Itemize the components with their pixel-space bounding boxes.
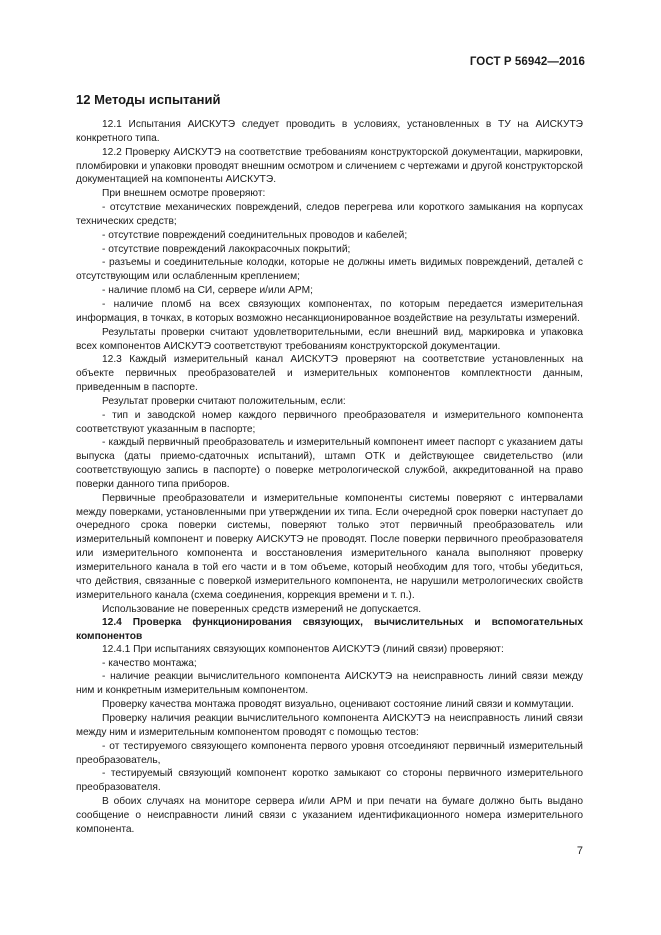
paragraph: Проверку наличия реакции вычислительного компонента АИСКУТЭ на неисправность линий связи между ним и измерительным компонентом проводят с помощью тестов: [76, 713, 583, 738]
section-title: 12 Методы испытаний [76, 92, 221, 107]
paragraph: Первичные преобразователи и измерительные компоненты системы поверяют с интервалами между поверками, установленными при утверждении их типа. Если очередной срок поверки наступает до очередного срока поверки системы, поверяют только этот первичный преобразователь или измерительный компонент и поверку АИСКУТЭ не проводят. После поверки первичного преобразователя или измерительного компонента и восстановления измерительного канала выполняют проверку измерительного канала в той его части и в том объеме, который необходим для того, чтобы убедиться, что действия, связанные с поверкой измерительного компонента, не нарушили метрологических свойств измерительного канала (схема соединения, коррекция времени и т. п.). [76, 492, 583, 601]
list-item: - качество монтажа; [102, 657, 197, 669]
paragraph: Результат проверки считают положительным, если: [102, 395, 346, 407]
list-item: - разъемы и соединительные колодки, которые не должны иметь видимых повреждений, деталей с отсутствующим или ослабленным креплением; [76, 257, 583, 283]
subsection-title: 12.4 Проверка функционирования связующих, вычислительных и вспомогательных компонентов [76, 617, 583, 642]
list-item: - наличие реакции вычислительного компонента АИСКУТЭ на неисправность линий связи между ним и конкретным измерительным компонентом. [76, 671, 583, 697]
page-number: 7 [576, 845, 583, 857]
paragraph: Использование не поверенных средств измерений не допускается. [102, 603, 422, 615]
list-item: - каждый первичный преобразователь и измерительный компонент имеет паспорт с указанием даты выпуска (даты приемо-сдаточных испытаний), штамп ОТК и действующее свидетельство (или соответствующую запись в паспорте) о поверке метрологической службой, аккредитованной на право поверки данного типа приборов. [76, 437, 583, 490]
list-item: - наличие пломб на всех связующих компонентах, по которым передается измерительная информация, в точках, в которых возможно несанкционированное воздействие на результаты измерений. [76, 298, 583, 324]
list-item: - отсутствие механических повреждений, следов перегрева или короткого замыкания на корпусах технических средств; [76, 202, 583, 227]
standard-header: ГОСТ Р 56942—2016 [469, 56, 585, 68]
paragraph: Результаты проверки считают удовлетворительными, если внешний вид, маркировка и упаковка всех компонентов АИСКУТЭ соответствуют требованиям конструкторской документации. [76, 326, 583, 352]
paragraph: 12.3 Каждый измерительный канал АИСКУТЭ проверяют на соответствие установленных на объекте первичных преобразователей и измерительных компонентов комплектности данным, приведенным в паспорте. [76, 354, 583, 394]
list-item: - тестируемый связующий компонент коротко замыкают со стороны первичного измерительного преобразователя. [76, 768, 583, 794]
paragraph: 12.2 Проверку АИСКУТЭ на соответствие требованиям конструкторской документации, маркировки, пломбировки и упаковки проводят внешним осмотром и сличением с чертежами и другой конструкторской документацией на компоненты АИСКУТЭ. [76, 146, 583, 186]
document-body [76, 118, 583, 837]
list-item: - тип и заводской номер каждого первичного преобразователя и измерительного компонента соответствуют указанным в паспорте; [76, 409, 583, 435]
paragraph: Проверку качества монтажа проводят визуально, оценивают состояние линий связи и коммутации. [102, 699, 574, 711]
list-item: - отсутствие повреждений соединительных проводов и кабелей; [102, 229, 408, 241]
list-item: - отсутствие повреждений лакокрасочных покрытий; [102, 243, 351, 255]
paragraph: При внешнем осмотре проверяют: [102, 188, 266, 200]
paragraph: 12.1 Испытания АИСКУТЭ следует проводить в условиях, установленных в ТУ на АИСКУТЭ конкретного типа. [76, 119, 583, 144]
paragraph: В обоих случаях на мониторе сервера и/или АРМ и при печати на бумаге должно быть выдано сообщение о неисправности линий связи с указанием идентификационного номера измерительного компонента. [76, 796, 583, 835]
list-item: - от тестируемого связующего компонента первого уровня отсоединяют первичный измерительный преобразователь, [76, 740, 583, 766]
paragraph: 12.4.1 При испытаниях связующих компонентов АИСКУТЭ (линий связи) проверяют: [102, 643, 504, 655]
list-item: - наличие пломб на СИ, сервере и/или АРМ; [102, 285, 313, 297]
